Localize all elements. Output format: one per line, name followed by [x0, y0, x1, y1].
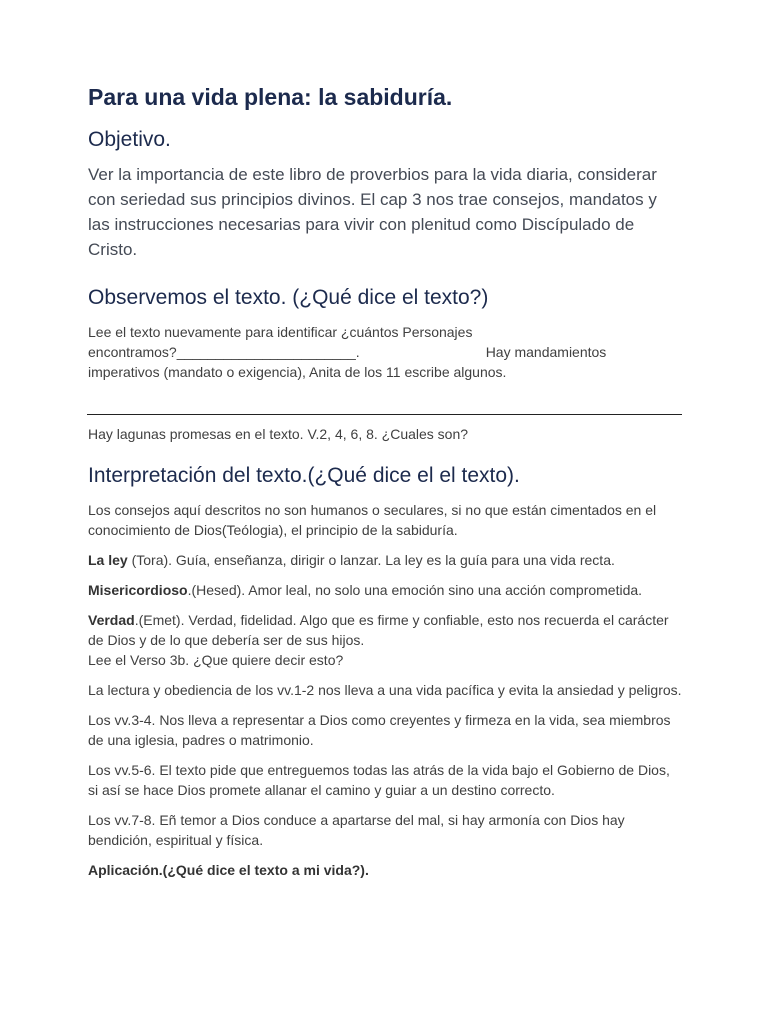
personajes-blank: encontramos?_______________________. [88, 344, 360, 360]
vv-7-8-paragraph: Los vv.7-8. Eñ temor a Dios conduce a apartarse del mal, si hay armonía con Dios hay bendición, espiritual y física. [88, 812, 625, 848]
misericordioso-definition [88, 580, 682, 600]
promesas-question: Hay lagunas promesas en el texto. V.2, 4, 6, 8. ¿Cuales son? [88, 426, 469, 442]
interpretacion-heading: Interpretación del texto.(¿Qué dice el el texto). [88, 464, 520, 487]
verdad-definition [88, 610, 682, 670]
misericordioso-term: Misericordioso [88, 582, 188, 598]
misericordioso-text: .(Hesed). Amor leal, no solo una emoción sino una acción comprometida. [187, 582, 643, 598]
verdad-text: .(Emet). Verdad, fidelidad. Algo que es firme y confiable, esto nos recuerda el carácter de Dios y de lo que debería ser de sus hijos. [88, 612, 669, 648]
observemos-paragraph [88, 322, 682, 382]
objetivo-text: Ver la importancia de este libro de proverbios para la vida diaria, considerar con seriedad sus principios divinos. El cap 3 nos trae consejos, mandatos y las instrucciones necesarias para vivir con plenitud como Discípulado de Cristo. [88, 165, 657, 259]
observemos-line-3: imperativos (mandato o exigencia), Anita de los 11 escribe algunos. [88, 364, 507, 380]
interpretacion-intro: Los consejos aquí descritos no son humanos o seculares, si no que están cimentados en el conocimiento de Dios(Teólogia), el principio de la sabiduría. [88, 502, 657, 538]
verso-3b-question: Lee el Verso 3b. ¿Que quiere decir esto? [88, 652, 344, 668]
ley-definition [88, 550, 682, 570]
ley-text: (Tora). Guía, enseñanza, dirigir o lanzar. La ley es la guía para una vida recta. [127, 552, 615, 568]
ley-term: La ley [88, 552, 128, 568]
answer-line-divider [87, 414, 682, 415]
observemos-line-1: Lee el texto nuevamente para identificar ¿cuántos Personajes [88, 324, 473, 340]
observemos-line-2 [88, 342, 682, 362]
mandamientos-text: Hay mandamientos [485, 344, 607, 360]
aplicacion-heading: Aplicación.(¿Qué dice el texto a mi vida?). [88, 862, 369, 878]
observemos-heading: Observemos el texto. (¿Qué dice el texto?) [88, 286, 489, 309]
vv-5-6-paragraph: Los vv.5-6. El texto pide que entreguemos todas las atrás de la vida bajo el Gobierno de Dios, si así se hace Dios promete allanar el camino y guiar a un destino correcto. [88, 762, 670, 798]
objetivo-heading: Objetivo. [88, 128, 171, 151]
vv-3-4-paragraph: Los vv.3-4. Nos lleva a representar a Dios como creyentes y firmeza en la vida, sea miembros de una iglesia, padres o matrimonio. [88, 712, 671, 748]
vv-1-2-paragraph: La lectura y obediencia de los vv.1-2 nos lleva a una vida pacífica y evita la ansiedad y peligros. [88, 682, 682, 698]
verdad-term: Verdad [88, 612, 135, 628]
page-title: Para una vida plena: la sabiduría. [88, 84, 453, 110]
